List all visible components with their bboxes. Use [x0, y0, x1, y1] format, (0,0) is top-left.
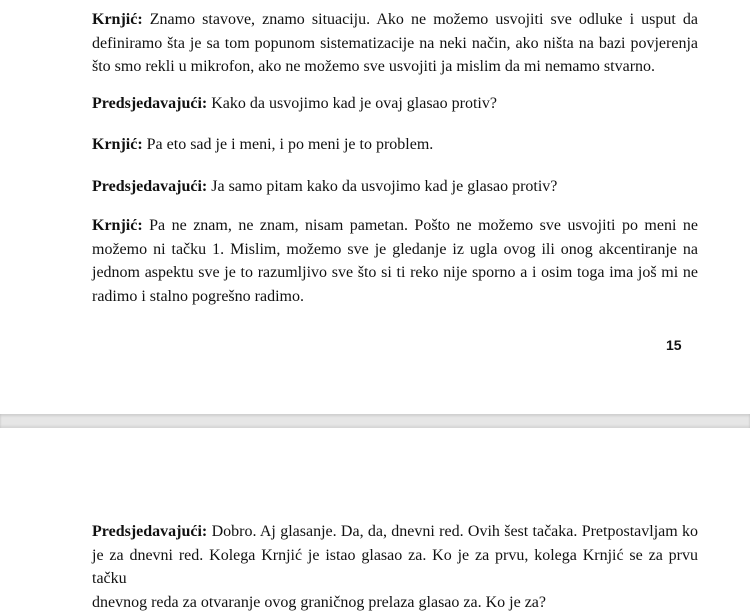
speaker-name: Predsjedavajući: [92, 95, 207, 112]
text-line: Predsjedavajući: Dobro. Aj glasanje. Da, da, dnevni red. Ovih šest tačaka. Pretpostavljam ko [92, 520, 698, 544]
paragraph-krnjic-3 [92, 214, 698, 308]
speaker-name: Krnjić: [92, 217, 143, 234]
text-line: radimo i stalno pogrešno radimo. [92, 285, 698, 309]
text-line: možemo ni tačku 1. Mislim, možemo sve je gledanje iz ugla ovog ili onog akcentiranje na [92, 238, 698, 262]
text-line: jednom aspektu sve je to razumljivo sve što si ti reko nije sporno a i osim toga ima još mi ne [92, 261, 698, 285]
speaker-name: Krnjić: [92, 136, 143, 153]
text-line: Predsjedavajući: Ja samo pitam kako da usvojimo kad je glasao protiv? [92, 175, 698, 199]
speaker-name: Predsjedavajući: [92, 178, 207, 195]
speaker-name: Predsjedavajući: [92, 523, 207, 540]
text-line: je za dnevni red. Kolega Krnjić je istao glasao za. Ko je za prvu, kolega Krnjić se za prvu tačku [92, 544, 698, 591]
speaker-name: Krnjić: [92, 11, 143, 28]
page-separator [0, 414, 750, 428]
paragraph-krnjic-2 [92, 133, 698, 157]
text-line: definiramo šta je sa tom popunom sistematizacije na neki način, ako ništa na bazi povjerenja [92, 32, 698, 56]
paragraph-krnjic-1 [92, 8, 698, 79]
page-number: 15 [666, 337, 682, 353]
text-line: Krnjić: Pa eto sad je i meni, i po meni je to problem. [92, 133, 698, 157]
text-line: Predsjedavajući: Kako da usvojimo kad je ovaj glasao protiv? [92, 92, 698, 116]
paragraph-predsjedavajuci-2 [92, 175, 698, 199]
document-page-16 [0, 428, 750, 600]
text-line: dnevnog reda za otvaranje ovog graničnog prelaza glasao za. Ko je za? [92, 591, 698, 614]
text-line: Krnjić: Znamo stavove, znamo situaciju. Ako ne možemo usvojiti sve odluke i usput da [92, 8, 698, 32]
paragraph-predsjedavajuci-1 [92, 92, 698, 116]
text-line: Krnjić: Pa ne znam, ne znam, nisam pametan. Pošto ne možemo sve usvojiti po meni ne [92, 214, 698, 238]
text-line: što smo rekli u mikrofon, ako ne možemo sve usvojiti ja mislim da mi nemamo stvarno. [92, 55, 698, 79]
